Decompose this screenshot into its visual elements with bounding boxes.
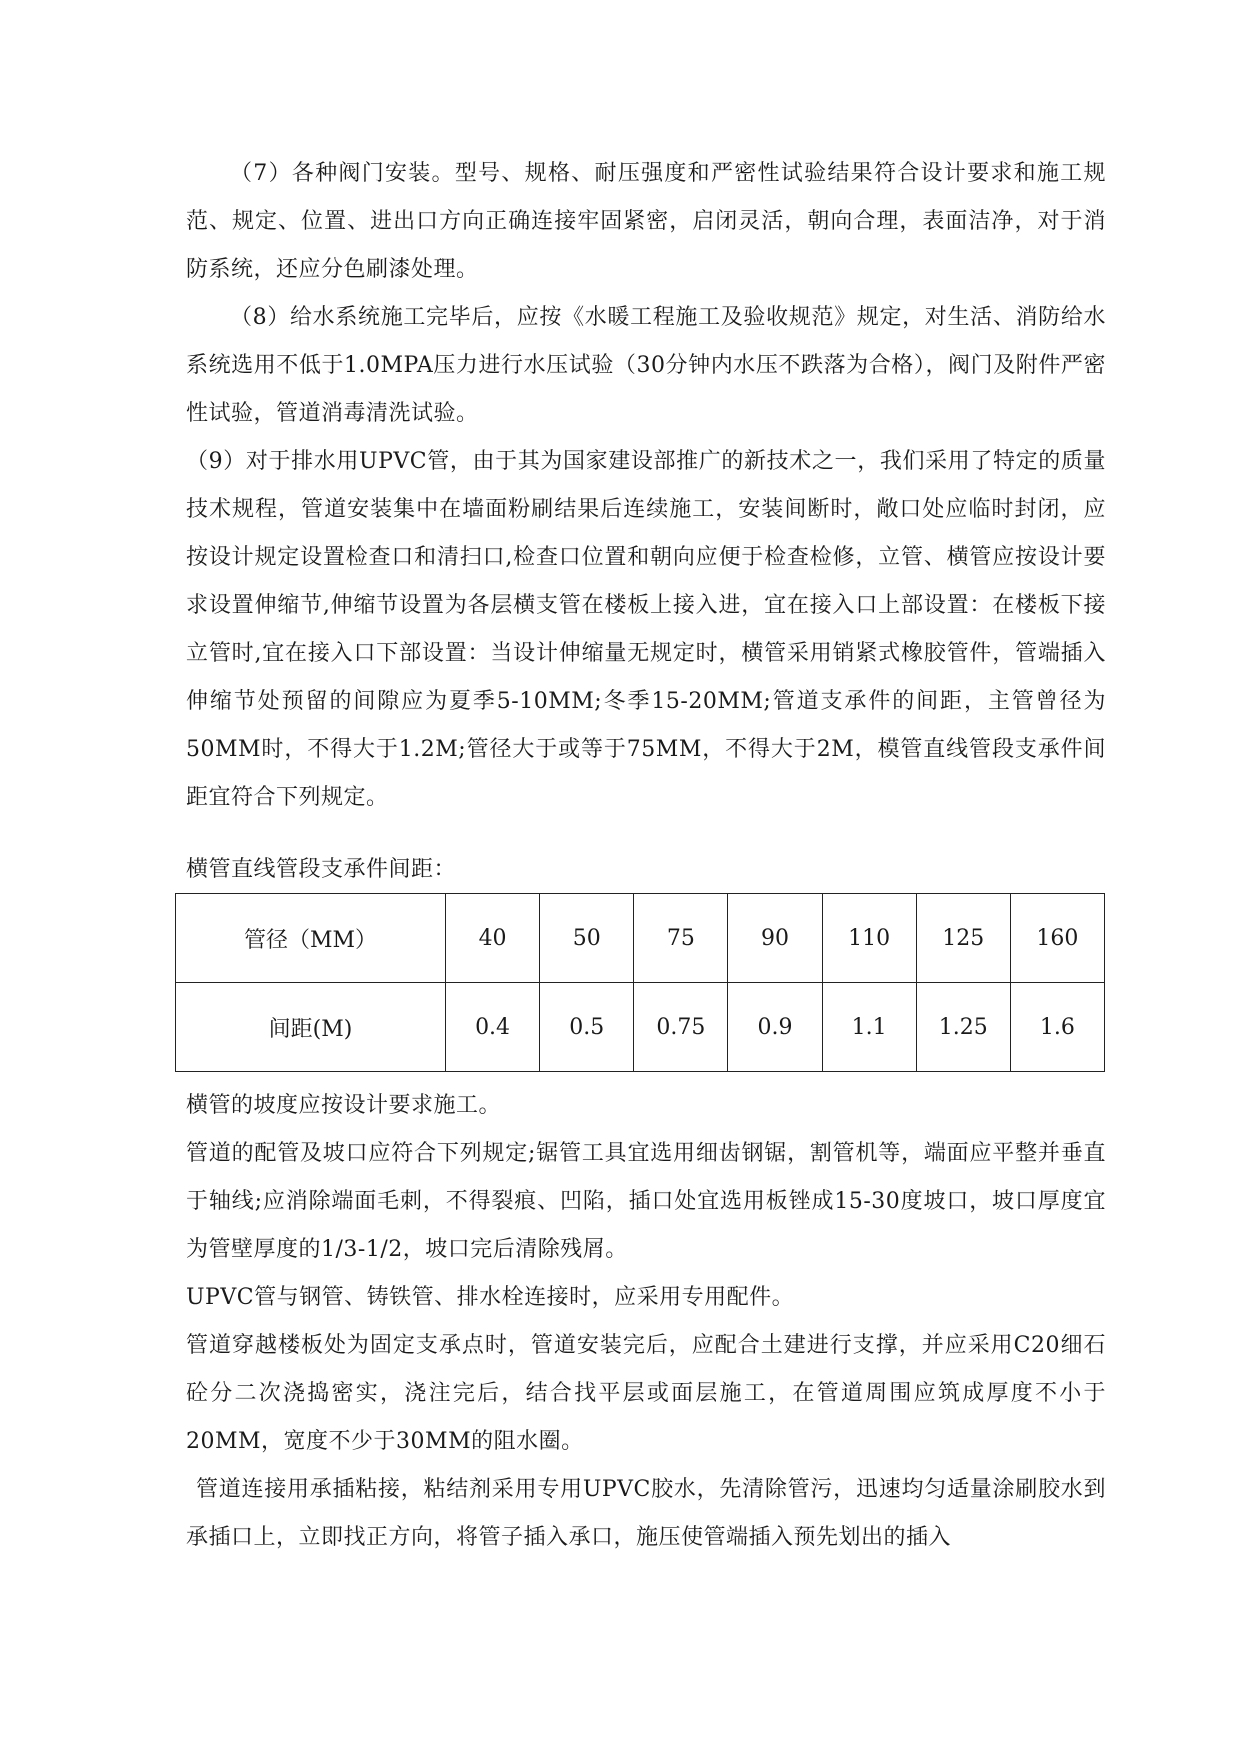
- paragraph-slope: 横管的坡度应按设计要求施工。: [186, 1093, 502, 1118]
- table-cell: 125: [916, 894, 1010, 983]
- table-cell: 1.25: [916, 983, 1010, 1072]
- table-caption: 横管直线管段支承件间距：: [186, 857, 457, 882]
- paragraph-slab-penetration: 管道穿越楼板处为固定支承点时，管道安装完后，应配合土建进行支撑，并应采用C20细石砼分二次浇捣密实，浇注完后，结合找平层或面层施工，在管道周围应筑成厚度不小于20MM，宽度不少于30MM的阻水圈。: [186, 1333, 1106, 1454]
- table-cell: 160: [1010, 894, 1104, 983]
- table-cell: 1.1: [822, 983, 916, 1072]
- table-cell: 50: [540, 894, 634, 983]
- table-header-spacing: 间距(M): [176, 983, 446, 1072]
- table-cell: 0.75: [634, 983, 728, 1072]
- table-row-spacing: [176, 983, 1105, 1072]
- table-cell: 0.9: [728, 983, 822, 1072]
- table-cell: 40: [446, 894, 540, 983]
- paragraph-valve-installation: （7）各种阀门安装。型号、规格、耐压强度和严密性试验结果符合设计要求和施工规范、规定、位置、进出口方向正确连接牢固紧密，启闭灵活，朝向合理，表面洁净，对于消防系统，还应分色刷漆处理。: [186, 161, 1106, 282]
- table-cell: 90: [728, 894, 822, 983]
- paragraph-socket-bonding: 管道连接用承插粘接，粘结剂采用专用UPVC胶水，先清除管污，迅速均匀适量涂刷胶水到承插口上，立即找正方向，将管子插入承口，施压使管端插入预先划出的插入: [186, 1477, 1106, 1550]
- support-spacing-table: [175, 893, 1105, 1072]
- table-cell: 0.5: [540, 983, 634, 1072]
- paragraph-water-supply-test: （8）给水系统施工完毕后，应按《水暖工程施工及验收规范》规定，对生活、消防给水系统选用不低于1.0MPA压力进行水压试验（30分钟内水压不跌落为合格），阀门及附件严密性试验，管道消毒清洗试验。: [186, 305, 1106, 426]
- table-cell: 110: [822, 894, 916, 983]
- table-cell: 0.4: [446, 983, 540, 1072]
- paragraph-special-fittings: UPVC管与钢管、铸铁管、排水栓连接时，应采用专用配件。: [186, 1285, 795, 1310]
- paragraph-pipe-cutting: 管道的配管及坡口应符合下列规定;锯管工具宜选用细齿钢锯，割管机等，端面应平整并垂直于轴线;应消除端面毛刺，不得裂痕、凹陷，插口处宜选用板锉成15-30度坡口，坡口厚度宜为管壁厚度的1/3-1/2，坡口完后清除残屑。: [186, 1141, 1106, 1262]
- table-cell: 75: [634, 894, 728, 983]
- paragraph-upvc-drainage: （9）对于排水用UPVC管，由于其为国家建设部推广的新技术之一，我们采用了特定的质量技术规程，管道安装集中在墙面粉刷结果后连续施工，安装间断时，敞口处应临时封闭，应按设计规定设置检查口和清扫口,检查口位置和朝向应便于检查检修，立管、横管应按设计要求设置伸缩节,伸缩节设置为各层横支管在楼板上接入进，宜在接入口上部设置：在楼板下接立管时,宜在接入口下部设置：当设计伸缩量无规定时，横管采用销紧式橡胶管件，管端插入伸缩节处预留的间隙应为夏季5-10MM;冬季15-20MM;管道支承件的间距，主管曾径为50MM时，不得大于1.2M;管径大于或等于75MM，不得大于2M，模管直线管段支承件间距宜符合下列规定。: [186, 449, 1106, 810]
- table-cell: 1.6: [1010, 983, 1104, 1072]
- table-row-diameter: [176, 894, 1105, 983]
- table-header-diameter: 管径（MM）: [176, 894, 446, 983]
